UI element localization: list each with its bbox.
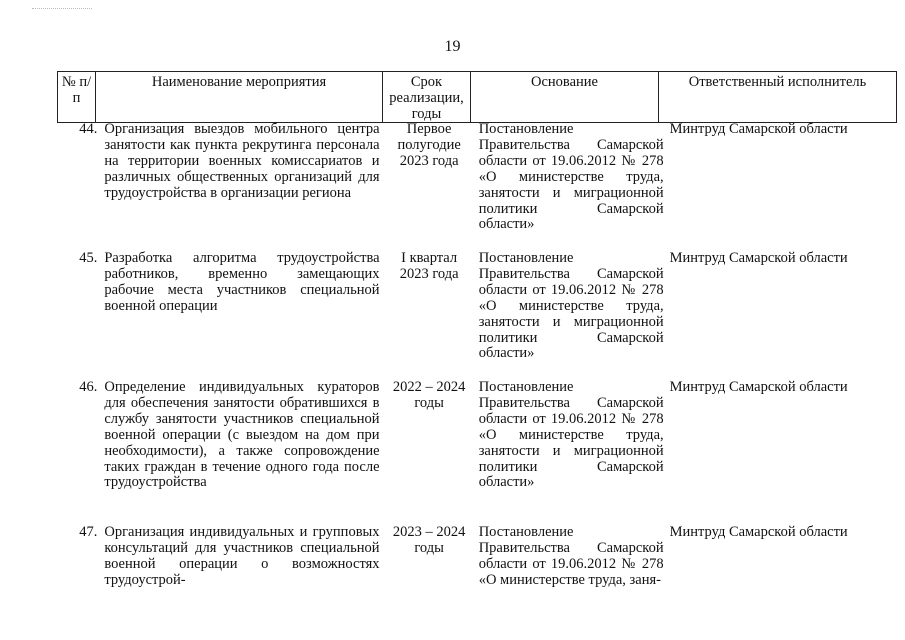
table-body [57, 122, 905, 605]
table-row [57, 525, 905, 605]
row-basis: Постановление Правительства Самарской области от 19.06.2012 № 278 «О министерстве труда, занятости и миграционной политики Самарской области» [478, 379, 664, 491]
table-header [57, 71, 897, 123]
row-name: Определение индивидуальных кураторов для обеспечения занятости обратившихся в службу занятости участников специальной военной операции (с выездом на дом при необходимости), а также сопровождение таких граждан в течение одного года после трудоустройства [104, 379, 380, 491]
row-responsible: Минтруд Самарской области [669, 121, 848, 137]
header-term: Срок реализации, годы [383, 72, 471, 123]
scan-artifact [32, 8, 92, 11]
row-responsible: Минтруд Самарской области [669, 379, 848, 395]
row-basis: Постановление Правительства Самарской области от 19.06.2012 № 278 «О министерстве труда, заня- [478, 524, 664, 588]
row-name: Организация индивидуальных и групповых консультаций для участников специальной военной операции о возможностях трудоустрой- [104, 524, 380, 588]
header-responsible: Ответственный исполнитель [659, 72, 897, 123]
row-name: Разработка алгоритма трудоустройства работников, временно замещающих рабочие места участников специальной военной операции [104, 250, 380, 314]
row-number: 47. [79, 524, 98, 540]
row-term: I квартал 2023 года [399, 250, 459, 282]
table-row [57, 251, 905, 380]
header-basis: Основание [471, 72, 659, 123]
header-row [58, 72, 897, 123]
page-number: 19 [444, 38, 461, 55]
row-number: 45. [79, 250, 98, 266]
row-term: 2023 – 2024 годы [392, 524, 466, 556]
row-basis: Постановление Правительства Самарской области от 19.06.2012 № 278 «О министерстве труда, занятости и миграционной политики Самарской области» [478, 250, 664, 362]
row-number: 46. [79, 379, 98, 395]
row-responsible: Минтруд Самарской области [669, 524, 848, 540]
row-name: Организация выездов мобильного центра занятости как пункта рекрутинга персонала на территории военных комиссариатов и различных общественных организаций для трудоустройства в организации региона [104, 121, 380, 201]
table-row [57, 380, 905, 525]
header-num: № п/п [58, 72, 96, 123]
row-term: Первое полугодие 2023 года [397, 121, 461, 169]
row-responsible: Минтруд Самарской области [669, 250, 848, 266]
row-term: 2022 – 2024 годы [392, 379, 466, 411]
table-row [57, 122, 905, 251]
row-basis: Постановление Правительства Самарской области от 19.06.2012 № 278 «О министерстве труда, занятости и миграционной политики Самарской области» [478, 121, 664, 233]
row-number: 44. [79, 121, 98, 137]
header-name: Наименование мероприятия [96, 72, 383, 123]
